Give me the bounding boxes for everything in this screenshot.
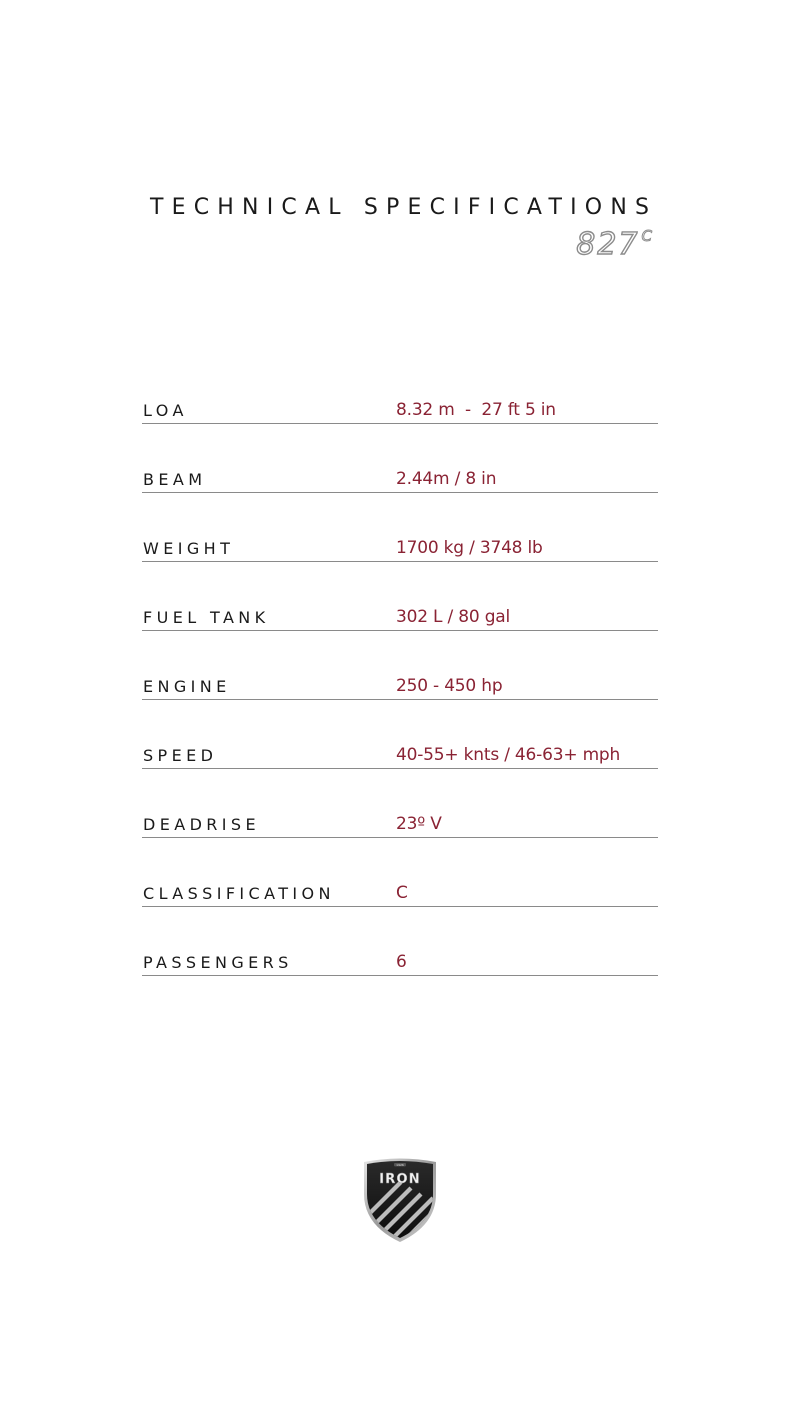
spec-row-classification — [142, 875, 658, 944]
spec-value: 40-55+ knts / 46-63+ mph — [396, 745, 621, 765]
spec-row-passengers — [142, 944, 658, 1013]
model-suffix: C — [641, 227, 652, 245]
spec-row-speed — [142, 737, 658, 806]
spec-row-deadrise — [142, 806, 658, 875]
spec-value: 302 L / 80 gal — [396, 607, 511, 627]
spec-label: ENGINE — [143, 677, 231, 696]
model-number: 827 — [576, 227, 640, 262]
spec-value: C — [396, 883, 408, 903]
spec-label: CLASSIFICATION — [143, 884, 335, 903]
spec-label: DEADRISE — [143, 815, 260, 834]
logo-brand: IRON — [379, 1172, 421, 1187]
spec-label: BEAM — [143, 470, 207, 489]
spec-label: FUEL TANK — [143, 608, 270, 627]
spec-value: 8.32 m - 27 ft 5 in — [396, 400, 556, 420]
page-title: TECHNICAL SPECIFICATIONS — [150, 195, 658, 220]
spec-label: LOA — [143, 401, 188, 420]
logo-year: 1926 — [396, 1162, 404, 1167]
iron-shield-logo — [361, 1156, 439, 1242]
spec-value: 23º V — [396, 814, 442, 834]
spec-value: 6 — [396, 952, 407, 972]
spec-row-beam — [142, 461, 658, 530]
spec-value: 250 - 450 hp — [396, 676, 503, 696]
spec-label: WEIGHT — [143, 539, 235, 558]
model-name — [540, 216, 652, 265]
spec-row-loa — [142, 392, 658, 461]
spec-row-fuel-tank — [142, 599, 658, 668]
spec-row-weight — [142, 530, 658, 599]
spec-list — [142, 392, 658, 1013]
spec-label: SPEED — [143, 746, 218, 765]
spec-value: 1700 kg / 3748 lb — [396, 538, 543, 558]
spec-label: PASSENGERS — [143, 953, 293, 972]
spec-value: 2.44m / 8 in — [396, 469, 497, 489]
spec-row-engine — [142, 668, 658, 737]
